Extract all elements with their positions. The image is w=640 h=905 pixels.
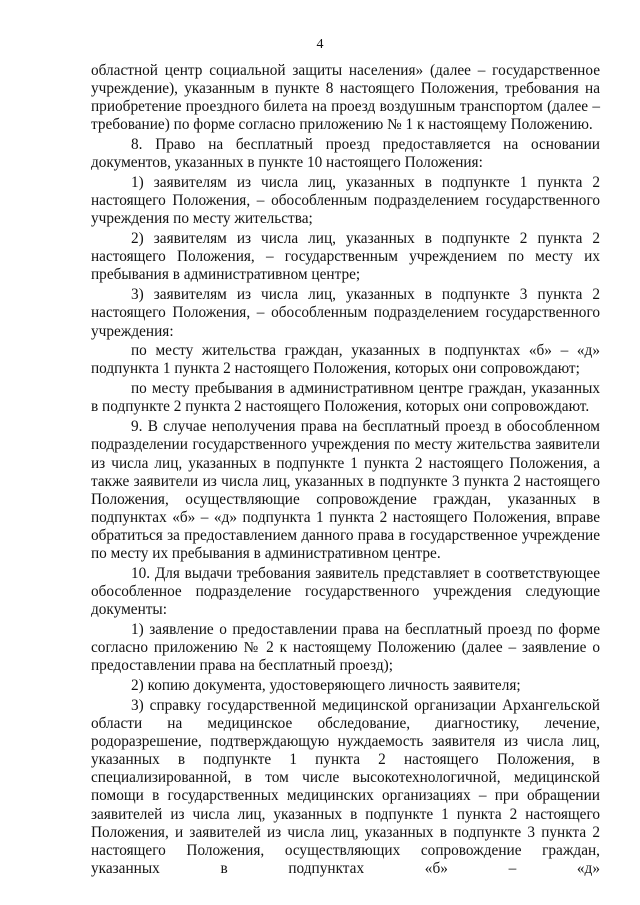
paragraph-clause-8-item-2: 2) заявителям из числа лиц, указанных в подпункте 2 пункта 2 настоящего Положения, – государственным учреждением по месту их пребывания в административном центре; xyxy=(91,230,600,284)
paragraph-clause-9: 9. В случае неполучения права на бесплатный проезд в обособленном подразделении государственного учреждения по месту жительства заявители из числа лиц, указанных в подпункте 1 пункта 2 настоящего Положения, а также заявители из числа лиц, указанных в подпункте 3 пункта 2 настоящего Положения, осуществляющие сопровождение граждан, указанных в подпунктах «б» – «д» подпункта 1 пункта 2 настоящего Положения, вправе обратиться за предоставлением данного права в государственное учреждение по месту их пребывания в административном центре. xyxy=(91,418,600,563)
paragraph-clause-8-item-3: 3) заявителям из числа лиц, указанных в подпункте 3 пункта 2 настоящего Положения, – обособленным подразделением государственного учреждения: xyxy=(91,286,600,340)
paragraph-clause-10: 10. Для выдачи требования заявитель представляет в соответствующее обособленное подразделение государственного учреждения следующие документы: xyxy=(91,564,600,619)
paragraph-clause-8: 8. Право на бесплатный проезд предоставляется на основании документов, указанных в пункте 10 настоящего Положения: xyxy=(91,136,600,172)
paragraph-clause-10-item-1: 1) заявление о предоставлении права на бесплатный проезд по форме согласно приложению № 2 к настоящему Положению (далее – заявление о предоставлении права на бесплатный проезд); xyxy=(91,620,600,675)
paragraph-clause-8-item-3-residence: по месту жительства граждан, указанных в подпунктах «б» – «д» подпункта 1 пункта 2 настоящего Положения, которых они сопровождают; xyxy=(91,342,600,378)
paragraph-clause-10-item-2: 2) копию документа, удостоверяющего личность заявителя; xyxy=(131,677,521,695)
page-number: 4 xyxy=(316,37,324,52)
document-body xyxy=(91,62,600,878)
paragraph-clause-10-item-3: 3) справку государственной медицинской организации Архангельской области на медицинское обследование, диагностику, лечение, родоразрешение, подтверждающую нуждаемость заявителя из числа лиц, указанных в подпункте 1 пункта 2 настоящего Положения, в специализированной, в том числе высокотехнологичной, медицинской помощи в государственных медицинских организациях – при обращении заявителей из числа лиц, указанных в подпункте 1 пункта 2 настоящего Положения, и заявителей из числа лиц, указанных в подпункте 3 пункта 2 настоящего Положения, осуществляющих сопровождение граждан, указанных в подпунктах «б» – «д» xyxy=(91,696,600,877)
paragraph-intro-continuation: областной центр социальной защиты населения» (далее – государственное учреждение), указанным в пункте 8 настоящего Положения, требования на приобретение проездного билета на проезд воздушным транспортом (далее – требование) по форме согласно приложению № 1 к настоящему Положению. xyxy=(91,62,600,134)
paragraph-clause-8-item-3-stay: по месту пребывания в административном центре граждан, указанных в подпункте 2 пункта 2 настоящего Положения, которых они сопровождают. xyxy=(91,380,600,416)
paragraph-clause-8-item-1: 1) заявителям из числа лиц, указанных в подпункте 1 пункта 2 настоящего Положения, – обособленным подразделением государственного учреждения по месту жительства; xyxy=(91,174,600,228)
